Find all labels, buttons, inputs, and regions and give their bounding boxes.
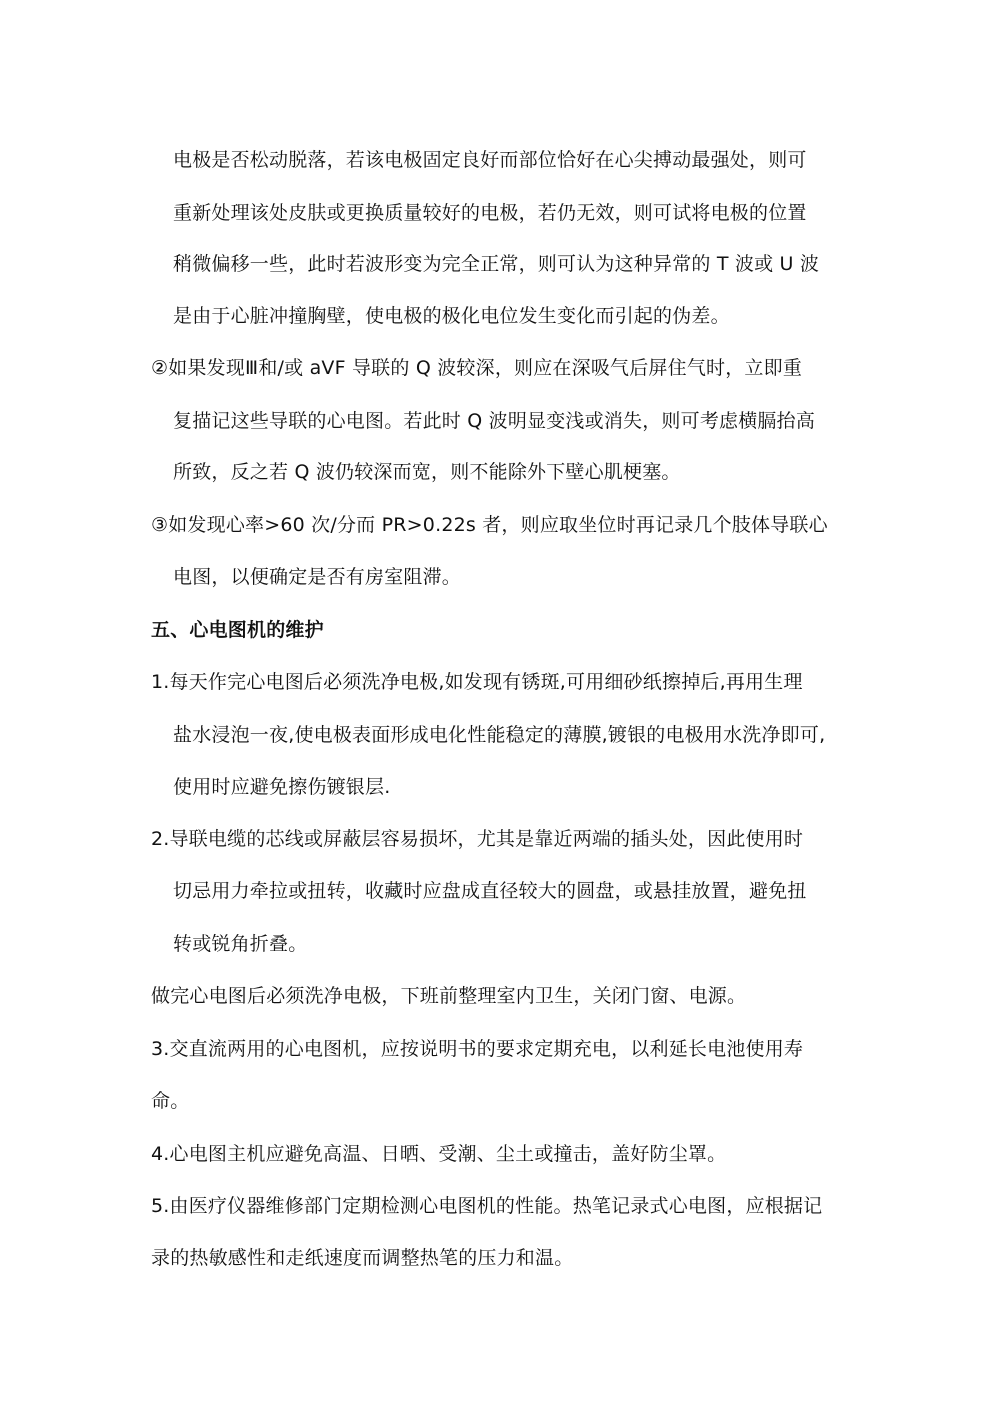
paragraph-line: 录的热敏感性和走纸速度而调整热笔的压力和温。 (151, 1247, 574, 1269)
paragraph-line: 电极是否松动脱落，若该电极固定良好而部位恰好在心尖搏动最强处，则可 (173, 149, 807, 171)
paragraph-line: 1.每天作完心电图后必须洗净电极,如发现有锈斑,可用细砂纸擦掉后,再用生理 (151, 671, 803, 693)
paragraph-line: 复描记这些导联的心电图。若此时 Q 波明显变浅或消失，则可考虑横膈抬高 (173, 410, 816, 432)
paragraph-line: 重新处理该处皮肤或更换质量较好的电极，若仍无效，则可试将电极的位置 (173, 202, 807, 224)
paragraph-line: 3.交直流两用的心电图机，应按说明书的要求定期充电，以利延长电池使用寿 (151, 1038, 804, 1060)
paragraph-line: ②如果发现Ⅲ和/或 aVF 导联的 Q 波较深，则应在深吸气后屏住气时，立即重 (151, 357, 803, 379)
paragraph-line: 2.导联电缆的芯线或屏蔽层容易损坏，尤其是靠近两端的插头处，因此使用时 (151, 828, 804, 850)
paragraph-line: 4.心电图主机应避免高温、日晒、受潮、尘土或撞击，盖好防尘罩。 (151, 1143, 727, 1165)
paragraph-line: 转或锐角折叠。 (173, 933, 308, 955)
paragraph-line: 电图，以便确定是否有房室阻滞。 (173, 566, 462, 588)
paragraph-line: 切忌用力牵拉或扭转，收藏时应盘成直径较大的圆盘，或悬挂放置，避免扭 (173, 880, 807, 902)
paragraph-line: 所致，反之若 Q 波仍较深而宽，则不能除外下壁心肌梗塞。 (173, 461, 681, 483)
paragraph-line: 5.由医疗仪器维修部门定期检测心电图机的性能。热笔记录式心电图，应根据记 (151, 1195, 823, 1217)
section-heading: 五、心电图机的维护 (151, 619, 324, 641)
paragraph-line: ③如发现心率>60 次/分而 PR>0.22s 者，则应取坐位时再记录几个肢体导联心 (151, 514, 828, 536)
paragraph-line: 是由于心脏冲撞胸壁，使电极的极化电位发生变化而引起的伪差。 (173, 305, 730, 327)
paragraph-line: 做完心电图后必须洗净电极，下班前整理室内卫生，关闭门窗、电源。 (151, 985, 747, 1007)
paragraph-line: 使用时应避免擦伤镀银层. (173, 776, 391, 798)
paragraph-line: 命。 (151, 1090, 190, 1112)
paragraph-line: 盐水浸泡一夜,使电极表面形成电化性能稳定的薄膜,镀银的电极用水洗净即可, (173, 724, 826, 746)
paragraph-line: 稍微偏移一些，此时若波形变为完全正常，则可认为这种异常的 T 波或 U 波 (173, 253, 820, 275)
